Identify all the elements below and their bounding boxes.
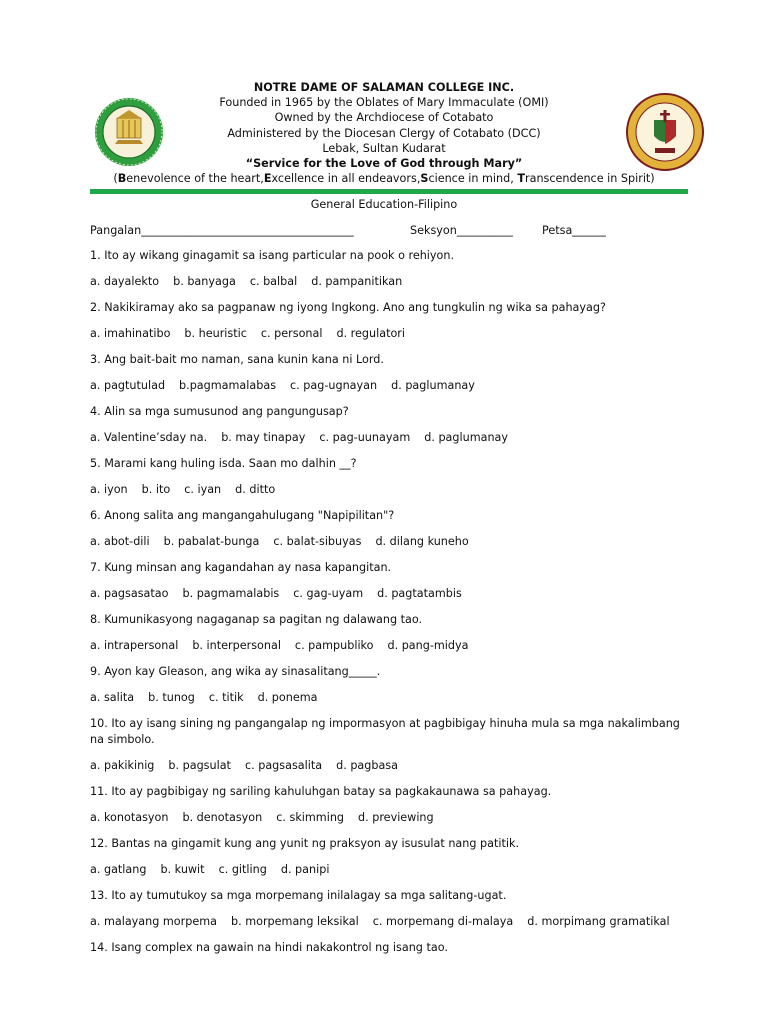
question-text: 8. Kumunikasyong nagaganap sa pagitan ng dalawang tao. xyxy=(90,613,423,626)
question-item xyxy=(90,248,690,290)
location-line: Lebak, Sultan Kudarat xyxy=(322,141,446,155)
answer-options xyxy=(90,378,690,394)
question-list xyxy=(90,248,690,956)
answer-options xyxy=(90,690,690,706)
question-item xyxy=(90,940,690,956)
answer-option: b. pagsulat xyxy=(168,759,231,772)
question-text: 9. Ayon kay Gleason, ang wika ay sinasalitang_____. xyxy=(90,665,381,678)
answer-option: a. gatlang xyxy=(90,863,147,876)
answer-options xyxy=(90,326,690,342)
answer-option: a. Valentine’sday na. xyxy=(90,431,208,444)
answer-option: c. balat-sibuyas xyxy=(273,535,362,548)
question-item xyxy=(90,836,690,878)
answer-options xyxy=(90,758,690,774)
answer-option: d. dilang kuneho xyxy=(375,535,469,548)
section-field: Seksyon__________ xyxy=(410,224,513,237)
answer-option: c. pagsasalita xyxy=(244,759,323,772)
answer-option: a. iyon xyxy=(90,483,128,496)
answer-option: c. pag-ugnayan xyxy=(290,379,378,392)
answer-options xyxy=(90,534,690,550)
answer-option: c. personal xyxy=(260,327,323,340)
answer-option: a. intrapersonal xyxy=(90,639,179,652)
question-item xyxy=(90,784,690,826)
answer-option: a. salita xyxy=(90,691,135,704)
answer-option: d. pagtatambis xyxy=(377,587,462,600)
name-field: Pangalan______________________________________ xyxy=(90,224,354,237)
school-motto: “Service for the Love of God through Mary” xyxy=(245,157,523,171)
answer-option: a. pakikinig xyxy=(90,759,155,772)
question-item xyxy=(90,508,690,550)
question-item xyxy=(90,888,690,930)
answer-option: c. gag-uyam xyxy=(293,587,364,600)
answer-option: c. gitling xyxy=(218,863,267,876)
answer-option: c. pampubliko xyxy=(294,639,374,652)
question-text: 3. Ang bait-bait mo naman, sana kunin kana ni Lord. xyxy=(90,353,384,366)
question-text: 10. Ito ay isang sining ng pangangalap ng impormasyon at pagbibigay hinuha mula sa mga nakalimbang na simbolo. xyxy=(90,717,680,746)
answer-option: c. skimming xyxy=(276,811,345,824)
subject-title: General Education-Filipino xyxy=(310,198,458,211)
answer-options xyxy=(90,586,690,602)
owned-line: Owned by the Archdiocese of Cotabato xyxy=(274,111,494,125)
answer-option: c. iyan xyxy=(184,483,222,496)
question-item xyxy=(90,560,690,602)
core-values-line: (Benevolence of the heart,Excellence in all endeavors,Science in mind, Transcendence in Spirit) xyxy=(113,172,655,186)
answer-option: b. interpersonal xyxy=(192,639,281,652)
answer-option: a. pagsasatao xyxy=(90,587,169,600)
answer-option: d. previewing xyxy=(358,811,434,824)
question-text: 2. Nakikiramay ako sa pagpanaw ng iyong Ingkong. Ano ang tungkulin ng wika sa pahayag? xyxy=(90,301,606,314)
answer-option: d. paglumanay xyxy=(391,379,475,392)
question-item xyxy=(90,456,690,498)
school-header xyxy=(0,80,768,186)
answer-option: d. regulatori xyxy=(336,327,406,340)
question-text: 12. Bantas na gingamit kung ang yunit ng praksyon ay isusulat nang patitik. xyxy=(90,837,520,850)
answer-option: b. kuwit xyxy=(160,863,205,876)
question-text: 1. Ito ay wikang ginagamit sa isang particular na pook o rehiyon. xyxy=(90,249,455,262)
question-text: 6. Anong salita ang mangangahulugang "Napipilitan"? xyxy=(90,509,395,522)
answer-option: c. morpemang di-malaya xyxy=(372,915,514,928)
school-name: NOTRE DAME OF SALAMAN COLLEGE INC. xyxy=(253,81,515,94)
administered-line: Administered by the Diocesan Clergy of Cotabato (DCC) xyxy=(227,126,541,140)
answer-option: b. may tinapay xyxy=(221,431,306,444)
answer-option: b.pagmamalabas xyxy=(179,379,277,392)
header-divider xyxy=(90,189,688,194)
answer-option: c. balbal xyxy=(249,275,298,288)
answer-option: a. konotasyon xyxy=(90,811,169,824)
answer-option: b. banyaga xyxy=(173,275,236,288)
answer-option: b. heuristic xyxy=(184,327,247,340)
answer-option: a. pagtutulad xyxy=(90,379,166,392)
answer-option: b. pabalat-bunga xyxy=(163,535,260,548)
answer-option: a. imahinatibo xyxy=(90,327,171,340)
answer-options xyxy=(90,430,690,446)
answer-options xyxy=(90,482,690,498)
answer-option: d. pampanitikan xyxy=(311,275,403,288)
question-text: 5. Marami kang huling isda. Saan mo dalhin __? xyxy=(90,457,357,470)
answer-option: b. denotasyon xyxy=(182,811,263,824)
answer-option: c. titik xyxy=(208,691,244,704)
answer-option: d. pagbasa xyxy=(336,759,399,772)
question-item xyxy=(90,612,690,654)
question-item xyxy=(90,352,690,394)
answer-option: d. ponema xyxy=(257,691,318,704)
question-item xyxy=(90,716,690,774)
answer-option: c. pag-uunayam xyxy=(319,431,411,444)
answer-option: d. panipi xyxy=(280,863,330,876)
question-text: 11. Ito ay pagbibigay ng sariling kahuluhgan batay sa pagkakaunawa sa pahayag. xyxy=(90,785,552,798)
answer-option: d. paglumanay xyxy=(424,431,509,444)
answer-option: d. pang-midya xyxy=(387,639,469,652)
founded-line: Founded in 1965 by the Oblates of Mary Immaculate (OMI) xyxy=(219,96,549,110)
student-info-line xyxy=(90,224,690,237)
question-text: 7. Kung minsan ang kagandahan ay nasa kapangitan. xyxy=(90,561,392,574)
answer-options xyxy=(90,274,690,290)
question-item xyxy=(90,664,690,706)
answer-option: d. morpimang gramatikal xyxy=(527,915,670,928)
question-text: 13. Ito ay tumutukoy sa mga morpemang inilalagay sa mga salitang-ugat. xyxy=(90,889,507,902)
answer-options xyxy=(90,862,690,878)
answer-option: b. pagmamalabis xyxy=(182,587,280,600)
question-item xyxy=(90,300,690,342)
answer-option: b. morpemang leksikal xyxy=(231,915,359,928)
answer-option: b. ito xyxy=(141,483,171,496)
answer-option: b. tunog xyxy=(148,691,195,704)
answer-option: a. malayang morpema xyxy=(90,915,217,928)
answer-options xyxy=(90,638,690,654)
date-field: Petsa______ xyxy=(542,224,606,237)
question-item xyxy=(90,404,690,446)
question-text: 4. Alin sa mga sumusunod ang pangungusap? xyxy=(90,405,349,418)
answer-option: d. ditto xyxy=(235,483,276,496)
answer-options xyxy=(90,914,690,930)
answer-option: a. abot-dili xyxy=(90,535,150,548)
answer-option: a. dayalekto xyxy=(90,275,160,288)
answer-options xyxy=(90,810,690,826)
question-text: 14. Isang complex na gawain na hindi nakakontrol ng isang tao. xyxy=(90,941,448,954)
